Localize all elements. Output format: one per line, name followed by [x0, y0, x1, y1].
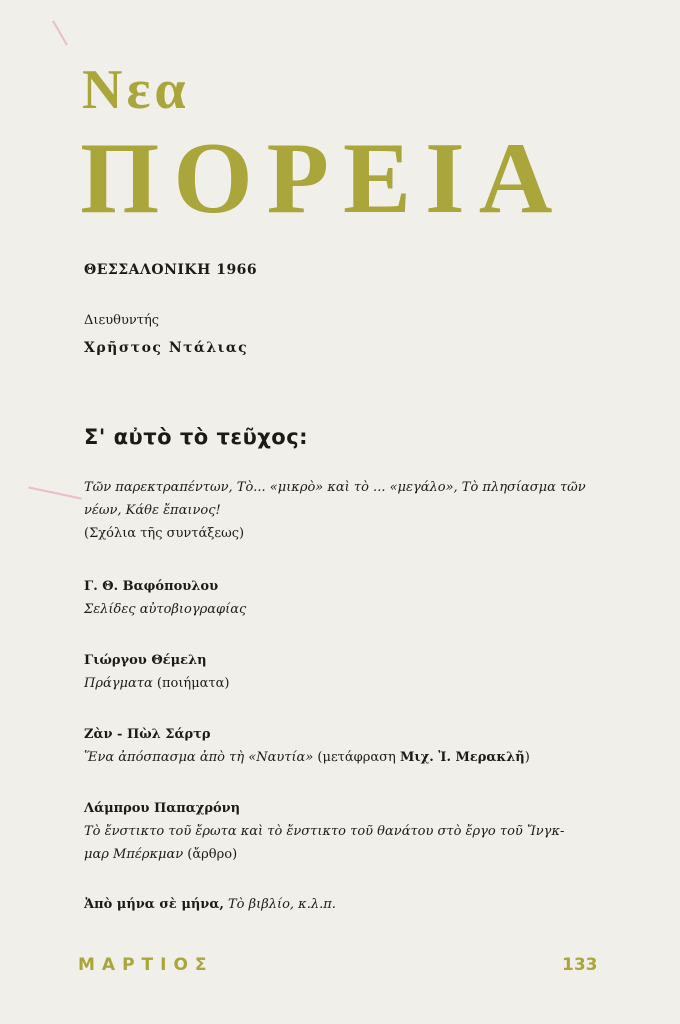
entry-title: Ἕνα ἀπόσπασμα ἀπὸ τὴ «Ναυτία» [84, 750, 314, 765]
masthead-title: ΠΟΡΕΙΑ [80, 122, 567, 235]
ink-mark [28, 486, 81, 499]
contents-heading: Σ' αὐτὸ τὸ τεῦχος: [84, 425, 309, 449]
contents-entry-papachroni [84, 797, 624, 866]
entry-translator: Μιχ. Ἰ. Μερακλῆ [399, 750, 525, 765]
director-name: Χρῆστος Ντάλιας [84, 340, 249, 356]
contents-entry-vafopoulos [84, 575, 624, 621]
city-year: ΘΕΣΣΑΛΟΝΙΚΗ 1966 [84, 262, 258, 278]
entry-line: νέων, Κάθε ἔπαινος! [84, 503, 221, 518]
entry-line: Τὸ ἔνστικτο τοῦ ἔρωτα καὶ τὸ ἔνστικτο τοῦ θανάτου στὸ ἔργο τοῦ Ἴνγκ- [84, 824, 565, 839]
masthead-line1: Νεα [82, 59, 190, 121]
entry-line: Τῶν παρεκτραπέντων, Τὸ... «μικρὸ» καὶ τὸ ... «μεγάλο», Τὸ πλησίασμα τῶν [84, 480, 586, 495]
entry-title: Πράγματα [84, 676, 153, 691]
director-label: Διευθυντής [84, 313, 160, 328]
contents-entry-editorial [84, 476, 624, 545]
entry-note: (Σχόλια τῆς συντάξεως) [84, 526, 245, 541]
entry-author: Γ. Θ. Βαφόπουλου [84, 579, 219, 594]
entry-title: Σελίδες αὐτοβιογραφίας [84, 602, 247, 617]
page-number: 133 [562, 955, 598, 975]
entry-note: (ἄρθρο) [187, 847, 238, 862]
contents-entry-themelis [84, 649, 624, 695]
entry-section: Ἀπὸ μήνα σὲ μήνα, [84, 897, 224, 912]
entry-note-close: ) [524, 750, 530, 765]
entry-note: (μετάφραση [317, 750, 396, 765]
entry-author: Ζὰν - Πὼλ Σάρτρ [84, 727, 211, 742]
entry-author: Γιώργου Θέμελη [84, 653, 207, 668]
contents-entry-sartre [84, 723, 624, 769]
entry-note: (ποιήματα) [156, 676, 230, 691]
contents-entry-monthly [84, 893, 624, 916]
footer-month: ΜΑΡΤΙΟΣ [78, 955, 214, 975]
ink-mark [52, 20, 68, 45]
entry-author: Λάμπρου Παπαχρόνη [84, 801, 241, 816]
entry-line: μαρ Μπέρκμαν [84, 847, 184, 862]
entry-rest: Τὸ βιβλίο, κ.λ.π. [228, 897, 336, 912]
